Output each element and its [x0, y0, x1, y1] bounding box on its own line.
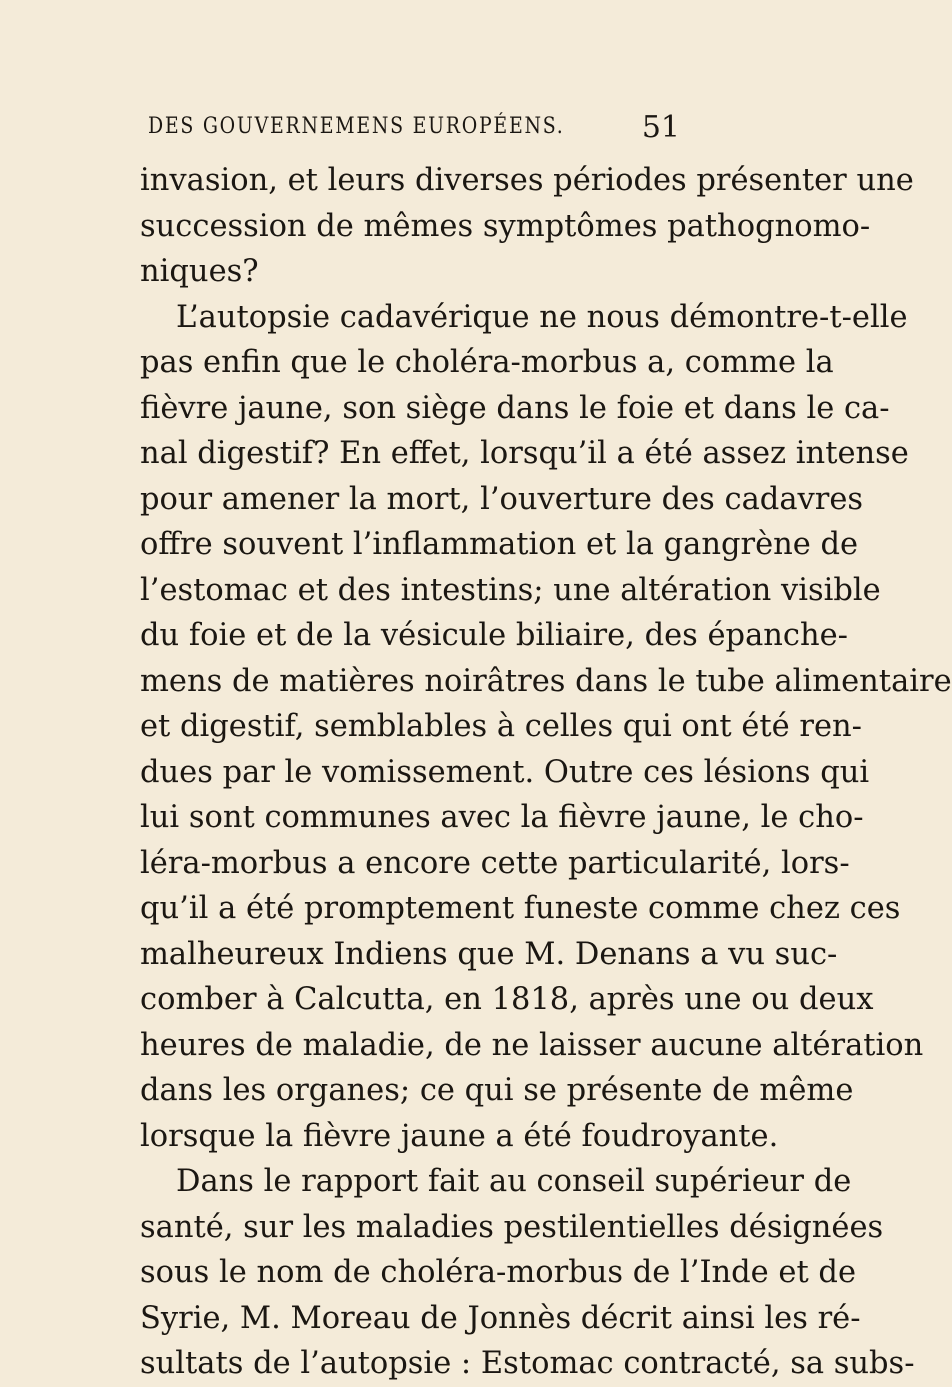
text-line: L’autopsie cadavérique ne nous démontre-t-elle	[176, 299, 908, 335]
text-line: comber à Calcutta, en 1818, après une ou deux	[140, 982, 874, 1017]
text-line: malheureux Indiens que M. Denans a vu suc-	[140, 936, 838, 972]
text-line: Syrie, M. Moreau de Jonnès décrit ainsi les ré-	[140, 1300, 861, 1336]
text-line: pas enfin que le choléra-morbus a, comme la	[140, 345, 834, 380]
text-line: pour amener la mort, l’ouverture des cadavres	[140, 481, 864, 517]
text-line: niques?	[140, 254, 259, 289]
text-line: lui sont communes avec la fièvre jaune, le cho-	[140, 800, 864, 835]
page-number: 51	[641, 110, 680, 145]
text-line: santé, sur les maladies pestilentielles désignées	[140, 1209, 884, 1245]
text-line: heures de maladie, de ne laisser aucune altération	[140, 1027, 924, 1063]
text-line: Dans le rapport fait au conseil supérieur de	[176, 1164, 852, 1199]
text-line: mens de matières noirâtres dans le tube alimentaire	[140, 663, 952, 699]
text-line: léra-morbus a encore cette particularité, lors-	[140, 845, 850, 881]
text-line: sultats de l’autopsie : Estomac contracté, sa subs-	[140, 1346, 915, 1381]
text-line: invasion, et leurs diverses périodes présenter une	[140, 163, 914, 198]
running-head	[140, 112, 680, 152]
text-line: l’estomac et des intestins; une altération visible	[140, 572, 881, 608]
body-text	[140, 158, 952, 1387]
text-line: du foie et de la vésicule biliaire, des épanche-	[140, 618, 848, 653]
text-line: nal digestif? En effet, lorsqu’il a été assez intense	[140, 436, 909, 471]
running-title: DES GOUVERNEMENS EUROPÉENS.	[148, 114, 565, 139]
text-line: sous le nom de choléra-morbus de l’Inde et de	[140, 1255, 856, 1290]
text-line: fièvre jaune, son siège dans le foie et dans le ca-	[140, 390, 890, 426]
text-line: succession de mêmes symptômes pathognomo-	[140, 208, 871, 244]
text-line: lorsque la fièvre jaune a été foudroyante.	[140, 1118, 779, 1154]
text-line: qu’il a été promptement funeste comme chez ces	[140, 891, 901, 926]
text-line: et digestif, semblables à celles qui ont été ren-	[140, 709, 862, 744]
text-line: dues par le vomissement. Outre ces lésions qui	[140, 754, 870, 790]
text-line: offre souvent l’inflammation et la gangrène de	[140, 527, 859, 562]
text-line: dans les organes; ce qui se présente de même	[140, 1073, 854, 1108]
